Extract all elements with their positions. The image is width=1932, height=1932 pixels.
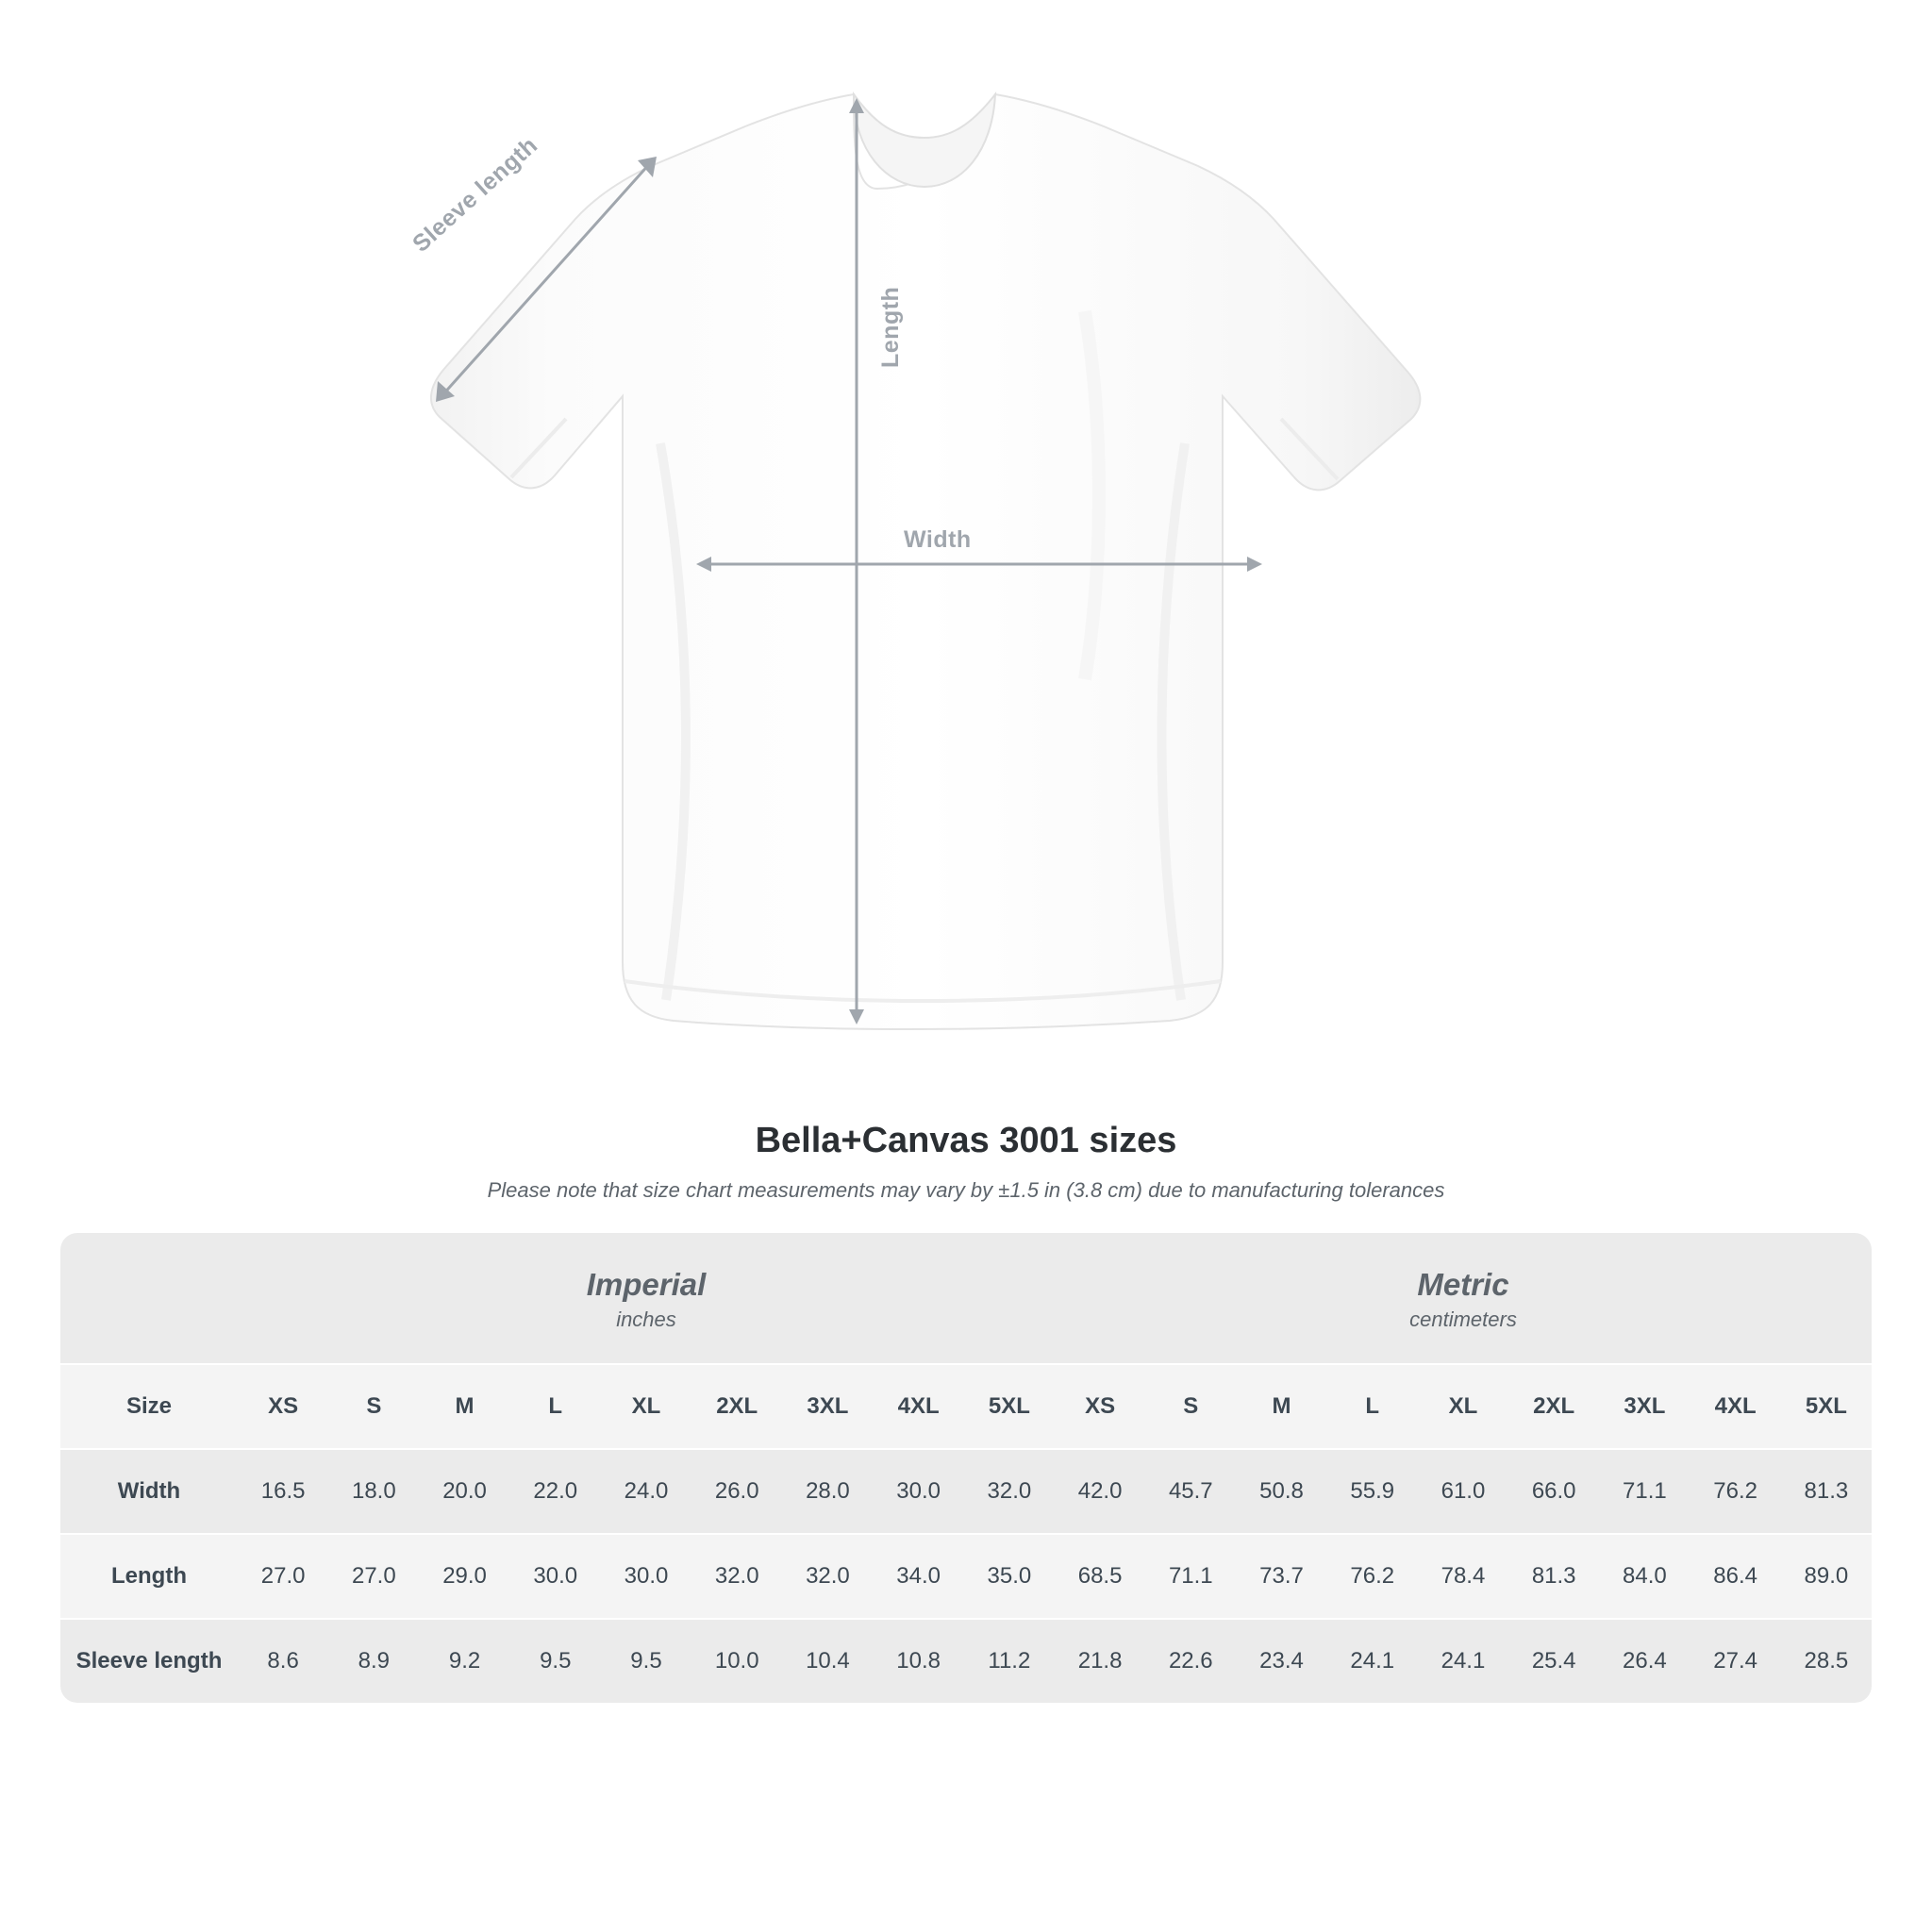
row-label: Length — [60, 1535, 238, 1618]
table-row — [60, 1450, 1872, 1533]
measurement-cell: 20.0 — [419, 1450, 509, 1533]
size-header-cell: XS — [1055, 1365, 1145, 1448]
size-header-cell: 3XL — [1599, 1365, 1690, 1448]
measurement-cell: 16.5 — [238, 1450, 328, 1533]
measurement-cell: 55.9 — [1327, 1450, 1418, 1533]
row-label: Sleeve length — [60, 1620, 238, 1703]
measurement-cell: 34.0 — [874, 1535, 964, 1618]
measurement-cell: 9.2 — [419, 1620, 509, 1703]
measurement-cell: 76.2 — [1327, 1535, 1418, 1618]
tshirt-body — [431, 94, 1420, 1029]
measurement-cell: 71.1 — [1599, 1450, 1690, 1533]
measurement-cell: 10.0 — [691, 1620, 782, 1703]
measurement-cell: 45.7 — [1145, 1450, 1236, 1533]
measurement-cell: 10.4 — [782, 1620, 873, 1703]
measurement-cell: 27.4 — [1690, 1620, 1781, 1703]
measurement-cell: 24.1 — [1418, 1620, 1508, 1703]
size-table-body — [60, 1450, 1872, 1703]
measurement-cell: 66.0 — [1508, 1450, 1599, 1533]
unit-header-row — [60, 1233, 1872, 1363]
measurement-cell: 8.9 — [328, 1620, 419, 1703]
measurement-cell: 32.0 — [782, 1535, 873, 1618]
measurement-cell: 22.6 — [1145, 1620, 1236, 1703]
measurement-cell: 8.6 — [238, 1620, 328, 1703]
length-label: Length — [877, 286, 904, 368]
measurement-cell: 26.4 — [1599, 1620, 1690, 1703]
measurement-cell: 9.5 — [510, 1620, 601, 1703]
unit-imperial — [238, 1233, 1055, 1363]
measurement-cell: 26.0 — [691, 1450, 782, 1533]
size-header-cell: XS — [238, 1365, 328, 1448]
measurement-cell: 61.0 — [1418, 1450, 1508, 1533]
size-header-cell: M — [419, 1365, 509, 1448]
measurement-cell: 68.5 — [1055, 1535, 1145, 1618]
row-label: Width — [60, 1450, 238, 1533]
unit-header-spacer — [60, 1233, 238, 1363]
size-header-cell: 4XL — [1690, 1365, 1781, 1448]
measurement-cell: 81.3 — [1508, 1535, 1599, 1618]
size-header-cell: 4XL — [874, 1365, 964, 1448]
unit-imperial-sub: inches — [616, 1307, 676, 1332]
measurement-cell: 30.0 — [874, 1450, 964, 1533]
measurement-cell: 24.1 — [1327, 1620, 1418, 1703]
measurement-cell: 84.0 — [1599, 1535, 1690, 1618]
measurement-cell: 78.4 — [1418, 1535, 1508, 1618]
size-header-row — [60, 1365, 1872, 1448]
measurement-cell: 11.2 — [964, 1620, 1055, 1703]
measurement-cell: 32.0 — [964, 1450, 1055, 1533]
measurement-cell: 73.7 — [1236, 1535, 1326, 1618]
size-header-cell: S — [1145, 1365, 1236, 1448]
size-header-cell: L — [1327, 1365, 1418, 1448]
size-header-cell: 2XL — [1508, 1365, 1599, 1448]
measurement-cell: 27.0 — [328, 1535, 419, 1618]
measurement-cell: 32.0 — [691, 1535, 782, 1618]
size-header-cell: S — [328, 1365, 419, 1448]
table-row — [60, 1535, 1872, 1618]
measurement-cell: 35.0 — [964, 1535, 1055, 1618]
size-header-cell: 5XL — [964, 1365, 1055, 1448]
measurement-cell: 28.5 — [1781, 1620, 1872, 1703]
unit-metric — [1055, 1233, 1872, 1363]
size-header-cell: L — [510, 1365, 601, 1448]
size-header-cell: 5XL — [1781, 1365, 1872, 1448]
tolerance-note: Please note that size chart measurements may vary by ±1.5 in (3.8 cm) due to manufacturing tolerances — [487, 1178, 1445, 1202]
measurement-cell: 9.5 — [601, 1620, 691, 1703]
measurement-cell: 30.0 — [601, 1535, 691, 1618]
width-label: Width — [904, 526, 972, 553]
measurement-cell: 28.0 — [782, 1450, 873, 1533]
sleeve-length-label: Sleeve length — [408, 131, 543, 258]
measurement-cell: 76.2 — [1690, 1450, 1781, 1533]
measurement-cell: 81.3 — [1781, 1450, 1872, 1533]
size-corner-label: Size — [60, 1365, 238, 1448]
measurement-cell: 29.0 — [419, 1535, 509, 1618]
measurement-cell: 86.4 — [1690, 1535, 1781, 1618]
size-header-cell: XL — [1418, 1365, 1508, 1448]
measurement-cell: 42.0 — [1055, 1450, 1145, 1533]
size-header-cell: 3XL — [782, 1365, 873, 1448]
measurement-cell: 25.4 — [1508, 1620, 1599, 1703]
table-row — [60, 1620, 1872, 1703]
measurement-cell: 21.8 — [1055, 1620, 1145, 1703]
unit-imperial-name: Imperial — [586, 1267, 707, 1302]
page-title: Bella+Canvas 3001 sizes — [755, 1121, 1177, 1160]
measurement-cell: 24.0 — [601, 1450, 691, 1533]
measurement-cell: 71.1 — [1145, 1535, 1236, 1618]
measurement-cell: 27.0 — [238, 1535, 328, 1618]
measurement-cell: 89.0 — [1781, 1535, 1872, 1618]
measurement-cell: 23.4 — [1236, 1620, 1326, 1703]
size-header-cell: XL — [601, 1365, 691, 1448]
unit-metric-sub: centimeters — [1409, 1307, 1517, 1332]
measurement-cell: 22.0 — [510, 1450, 601, 1533]
size-header-cell: M — [1236, 1365, 1326, 1448]
size-table-container — [60, 1233, 1872, 1703]
size-table — [60, 1233, 1872, 1703]
size-header-cell: 2XL — [691, 1365, 782, 1448]
measurement-cell: 30.0 — [510, 1535, 601, 1618]
measurement-cell: 18.0 — [328, 1450, 419, 1533]
title-block — [0, 1121, 1932, 1203]
unit-metric-name: Metric — [1417, 1267, 1509, 1302]
measurement-cell: 10.8 — [874, 1620, 964, 1703]
measurement-cell: 50.8 — [1236, 1450, 1326, 1533]
